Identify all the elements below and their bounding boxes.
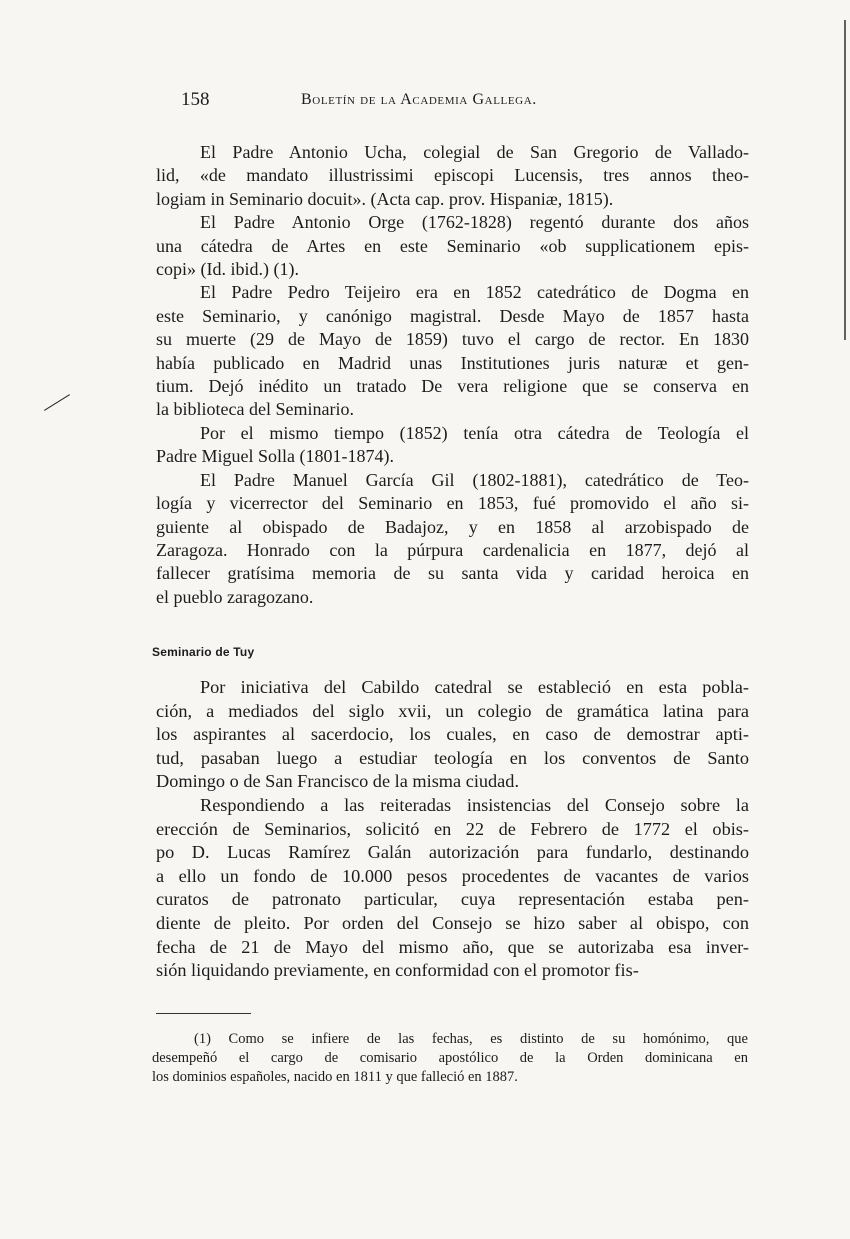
text-line: Domingo o de San Francisco de la misma ciudad. [156,771,520,792]
paragraph [156,422,749,469]
text-line: Zaragoza. Honrado con la púrpura cardenalicia en 1877, dejó al [156,539,749,560]
text-line: ción, a mediados del siglo xvii, un colegio de gramática latina para [156,700,749,721]
footnote-line: los dominios españoles, nacido en 1811 y que falleció en 1887. [152,1069,518,1085]
text-line: Por iniciativa del Cabildo catedral se estableció en esta pobla- [200,677,749,697]
footnote-line: (1) Como se infiere de las fechas, es distinto de su homónimo, que [194,1031,748,1047]
page-edge-mark [844,20,846,340]
text-line: el pueblo zaragozano. [156,586,314,607]
paragraph [156,281,749,421]
text-line: diente de pleito. Por orden del Consejo se hizo saber al obispo, con [156,912,749,933]
margin-pencil-mark [44,394,70,411]
text-line: lid, «de mandato illustrissimi episcopi Lucensis, tres annos theo- [156,165,749,186]
text-line: El Padre Pedro Teijeiro era en 1852 catedrático de Dogma en [200,282,749,303]
section-heading: Seminario de Tuy [152,645,255,659]
text-line: curatos de patronato particular, cuya representación estaba pen- [156,889,749,910]
paragraph [156,676,749,794]
text-line: po D. Lucas Ramírez Galán autorización para fundarlo, destinando [156,842,749,863]
text-line: logiam in Seminario docuit». (Acta cap. prov. Hispaniæ, 1815). [156,188,614,209]
paragraph [156,794,749,983]
text-line: fallecer gratísima memoria de su santa vida y caridad heroica en [156,563,749,584]
text-line: El Padre Antonio Orge (1762-1828) regentó durante dos años [200,212,749,233]
text-line: El Padre Antonio Ucha, colegial de San Gregorio de Vallado- [200,142,749,162]
text-line: El Padre Manuel García Gil (1802-1881), catedrático de Teo- [200,469,749,490]
page-number: 158 [181,89,210,110]
text-line: tud, pasaban luego a estudiar teología en los conventos de Santo [156,747,749,768]
text-line: este Seminario, y canónigo magistral. Desde Mayo de 1857 hasta [156,305,749,326]
paragraph [156,141,749,211]
text-line: había publicado en Madrid unas Institutiones juris naturæ et gen- [156,352,749,373]
text-line: fecha de 21 de Mayo del mismo año, que se autorizaba esa inver- [156,936,749,957]
text-line: la biblioteca del Seminario. [156,399,354,420]
paragraph [156,211,749,281]
text-line: erección de Seminarios, solicitó en 22 de Febrero de 1772 el obis- [156,818,749,839]
running-title: Boletín de la Academia Gallega. [301,91,537,108]
upper-text [156,141,749,609]
text-line: Respondiendo a las reiteradas insistencias del Consejo sobre la [200,794,749,815]
footnote [152,1030,748,1087]
text-line: una cátedra de Artes en este Seminario «ob supplicationem epis- [156,235,749,256]
text-line: guiente al obispado de Badajoz, y en 1858 al arzobispado de [156,516,749,537]
text-line: su muerte (29 de Mayo de 1859) tuvo el cargo de rector. En 1830 [156,329,749,350]
text-line: sión liquidando previamente, en conformidad con el promotor fis- [156,960,639,981]
text-line: a ello un fondo de 10.000 pesos procedentes de vacantes de varios [156,865,749,886]
footnote-line: desempeñó el cargo de comisario apostólico de la Orden dominicana en [152,1050,748,1066]
text-line: Por el mismo tiempo (1852) tenía otra cátedra de Teología el [200,422,749,443]
lower-text [156,676,749,983]
footnote-rule [156,1013,251,1014]
text-line: los aspirantes al sacerdocio, los cuales, en caso de demostrar apti- [156,724,749,745]
text-line: Padre Miguel Solla (1801-1874). [156,446,394,467]
text-line: copi» (Id. ibid.) (1). [156,259,299,280]
text-line: logía y vicerrector del Seminario en 1853, fué promovido el año si- [156,493,749,514]
page-header [181,89,621,115]
text-line: tium. Dejó inédito un tratado De vera religione que se conserva en [156,376,749,397]
paragraph [156,469,749,609]
